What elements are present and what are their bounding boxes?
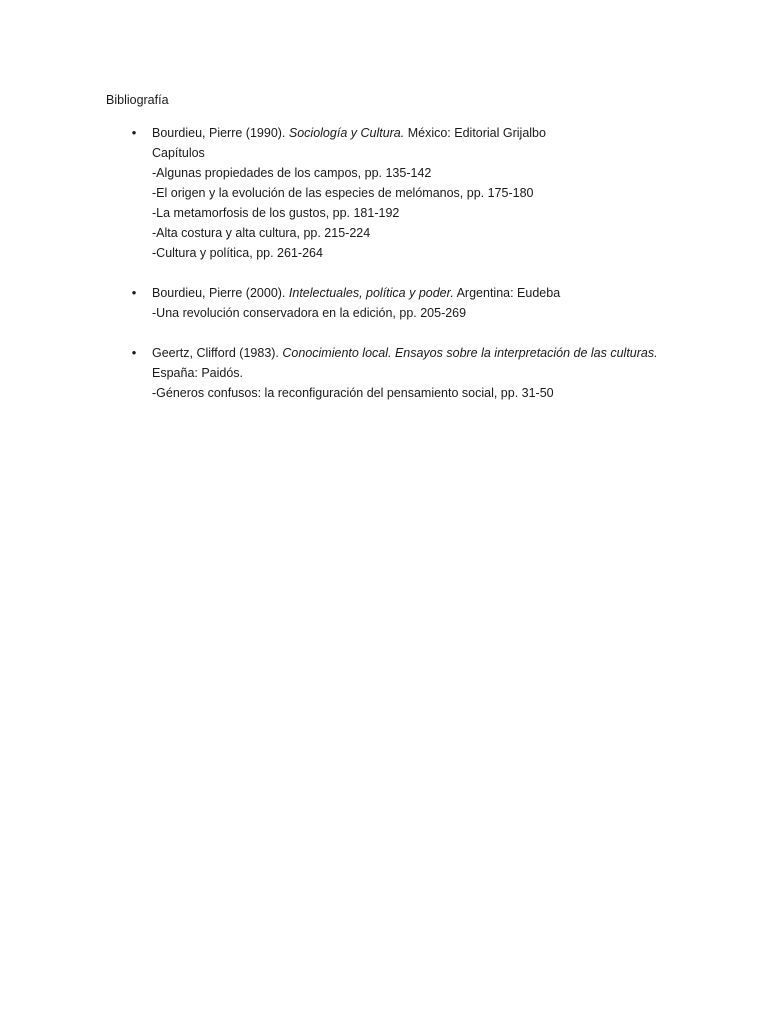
bibliography-entry: [131, 283, 752, 323]
citation-author-year: Bourdieu, Pierre (1990).: [152, 126, 289, 140]
bibliography-entry: [131, 123, 752, 263]
citation-title: Sociología y Cultura.: [288, 126, 405, 140]
publisher-line: España: Paidós.: [152, 366, 244, 380]
chapters-label: Capítulos: [152, 146, 205, 160]
citation-author-year: Bourdieu, Pierre (2000).: [152, 286, 289, 300]
citation-author-year: Geertz, Clifford (1983).: [152, 346, 283, 360]
chapter-item: -Una revolución conservadora en la edición, pp. 205-269: [152, 306, 467, 320]
citation-publisher: Argentina: Eudeba: [453, 286, 561, 300]
citation-title: Intelectuales, política y poder.: [288, 286, 454, 300]
citation-title: Conocimiento local. Ensayos sobre la interpretación de las culturas.: [282, 346, 658, 360]
chapter-item: -La metamorfosis de los gustos, pp. 181-192: [152, 206, 400, 220]
citation-line: [152, 283, 752, 303]
chapter-item: -El origen y la evolución de las especies de melómanos, pp. 175-180: [152, 186, 534, 200]
chapter-item: -Cultura y política, pp. 261-264: [152, 246, 323, 260]
bullet-icon: •: [131, 345, 137, 360]
bibliography-entry: [131, 343, 752, 403]
chapter-item: -Géneros confusos: la reconfiguración del pensamiento social, pp. 31-50: [152, 386, 554, 400]
citation-line: [152, 123, 752, 143]
bullet-icon: •: [131, 125, 137, 140]
citation-line: [152, 343, 752, 363]
chapter-item: -Alta costura y alta cultura, pp. 215-224: [152, 226, 371, 240]
bullet-icon: •: [131, 285, 137, 300]
chapter-item: -Algunas propiedades de los campos, pp. 135-142: [152, 166, 432, 180]
bibliography-heading: Bibliografía: [106, 93, 169, 107]
citation-publisher: México: Editorial Grijalbo: [404, 126, 546, 140]
